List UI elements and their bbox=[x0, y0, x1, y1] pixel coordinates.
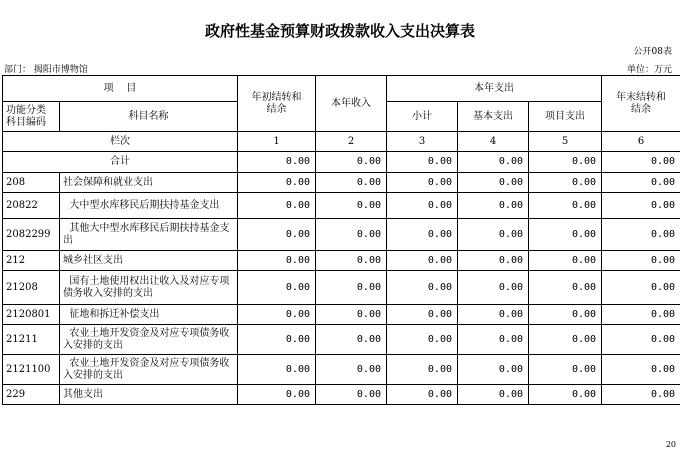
row-value: 0.00 bbox=[238, 173, 316, 193]
page-number: 20 bbox=[665, 440, 676, 449]
row-value: 0.00 bbox=[387, 219, 458, 251]
row-value: 0.00 bbox=[387, 355, 458, 385]
row-value: 0.00 bbox=[238, 305, 316, 325]
row-value: 0.00 bbox=[529, 271, 602, 305]
row-value: 0.00 bbox=[458, 251, 529, 271]
row-value: 0.00 bbox=[602, 385, 680, 405]
row-value: 0.00 bbox=[238, 251, 316, 271]
header-closing-balance: 年末结转和 结余 bbox=[602, 76, 680, 132]
row-name: 城乡社区支出 bbox=[60, 251, 238, 271]
row-name: 农业土地开发资金及对应专项债务收入安排的支出 bbox=[60, 355, 238, 385]
col-num: 6 bbox=[602, 132, 680, 152]
row-value: 0.00 bbox=[238, 385, 316, 405]
row-value: 0.00 bbox=[387, 251, 458, 271]
row-value: 0.00 bbox=[529, 173, 602, 193]
row-value: 0.00 bbox=[387, 193, 458, 219]
page-title: 政府性基金预算财政拨款收入支出决算表 bbox=[204, 22, 475, 40]
table-row bbox=[3, 325, 680, 355]
header-basic: 基本支出 bbox=[458, 102, 529, 132]
row-value: 0.00 bbox=[458, 271, 529, 305]
row-value: 0.00 bbox=[458, 305, 529, 325]
row-value: 0.00 bbox=[458, 385, 529, 405]
row-code: 229 bbox=[3, 385, 60, 405]
header-func-code: 功能分类 科目编码 bbox=[3, 102, 60, 132]
table-row bbox=[3, 193, 680, 219]
header-subtotal: 小计 bbox=[387, 102, 458, 132]
row-value: 0.00 bbox=[529, 251, 602, 271]
col-num: 3 bbox=[387, 132, 458, 152]
row-value: 0.00 bbox=[602, 219, 680, 251]
row-value: 0.00 bbox=[458, 193, 529, 219]
header-project: 项目支出 bbox=[529, 102, 602, 132]
row-value: 0.00 bbox=[602, 251, 680, 271]
header-income: 本年收入 bbox=[316, 76, 387, 132]
row-name: 农业土地开发资金及对应专项债务收入安排的支出 bbox=[60, 325, 238, 355]
row-code: 208 bbox=[3, 173, 60, 193]
total-value: 0.00 bbox=[602, 152, 680, 173]
unit-label: 单位：万元 bbox=[626, 65, 672, 75]
budget-table bbox=[2, 75, 680, 405]
row-value: 0.00 bbox=[238, 355, 316, 385]
row-value: 0.00 bbox=[529, 385, 602, 405]
row-name: 国有土地使用权出让收入及对应专项债务收入安排的支出 bbox=[60, 271, 238, 305]
row-value: 0.00 bbox=[316, 355, 387, 385]
form-code: 公开08表 bbox=[633, 47, 672, 57]
row-value: 0.00 bbox=[458, 355, 529, 385]
header-item: 项 目 bbox=[3, 76, 238, 102]
row-value: 0.00 bbox=[602, 305, 680, 325]
row-value: 0.00 bbox=[316, 271, 387, 305]
table-row bbox=[3, 251, 680, 271]
row-value: 0.00 bbox=[458, 173, 529, 193]
row-value: 0.00 bbox=[316, 385, 387, 405]
row-value: 0.00 bbox=[316, 193, 387, 219]
total-value: 0.00 bbox=[458, 152, 529, 173]
col-num: 5 bbox=[529, 132, 602, 152]
row-name: 征地和拆迁补偿支出 bbox=[60, 305, 238, 325]
header-opening-balance: 年初结转和 结余 bbox=[238, 76, 316, 132]
table-row bbox=[3, 385, 680, 405]
total-value: 0.00 bbox=[238, 152, 316, 173]
row-code: 21208 bbox=[3, 271, 60, 305]
row-code: 2082299 bbox=[3, 219, 60, 251]
row-value: 0.00 bbox=[602, 325, 680, 355]
header-expenditure: 本年支出 bbox=[387, 76, 602, 102]
row-code: 2121100 bbox=[3, 355, 60, 385]
total-value: 0.00 bbox=[529, 152, 602, 173]
row-value: 0.00 bbox=[529, 305, 602, 325]
row-value: 0.00 bbox=[602, 355, 680, 385]
row-value: 0.00 bbox=[529, 193, 602, 219]
row-value: 0.00 bbox=[387, 173, 458, 193]
row-value: 0.00 bbox=[387, 305, 458, 325]
table-row bbox=[3, 305, 680, 325]
table-row bbox=[3, 355, 680, 385]
col-num: 4 bbox=[458, 132, 529, 152]
row-value: 0.00 bbox=[238, 193, 316, 219]
total-label: 合计 bbox=[3, 152, 238, 173]
row-name: 大中型水库移民后期扶持基金支出 bbox=[60, 193, 238, 219]
row-value: 0.00 bbox=[316, 251, 387, 271]
row-value: 0.00 bbox=[387, 385, 458, 405]
row-name: 社会保障和就业支出 bbox=[60, 173, 238, 193]
table-row bbox=[3, 271, 680, 305]
table-row bbox=[3, 173, 680, 193]
row-value: 0.00 bbox=[602, 193, 680, 219]
table-row bbox=[3, 219, 680, 251]
row-value: 0.00 bbox=[238, 325, 316, 355]
row-code: 212 bbox=[3, 251, 60, 271]
col-num: 2 bbox=[316, 132, 387, 152]
row-value: 0.00 bbox=[238, 219, 316, 251]
row-value: 0.00 bbox=[602, 271, 680, 305]
header-column-index: 栏次 bbox=[3, 132, 238, 152]
total-value: 0.00 bbox=[387, 152, 458, 173]
header-subject-name: 科目名称 bbox=[60, 102, 238, 132]
row-value: 0.00 bbox=[529, 355, 602, 385]
total-row bbox=[3, 152, 680, 173]
row-value: 0.00 bbox=[529, 325, 602, 355]
row-value: 0.00 bbox=[238, 271, 316, 305]
row-value: 0.00 bbox=[316, 219, 387, 251]
row-value: 0.00 bbox=[458, 219, 529, 251]
row-value: 0.00 bbox=[316, 173, 387, 193]
total-value: 0.00 bbox=[316, 152, 387, 173]
row-name: 其他大中型水库移民后期扶持基金支出 bbox=[60, 219, 238, 251]
row-name: 其他支出 bbox=[60, 385, 238, 405]
col-num: 1 bbox=[238, 132, 316, 152]
row-value: 0.00 bbox=[602, 173, 680, 193]
row-value: 0.00 bbox=[387, 325, 458, 355]
row-value: 0.00 bbox=[387, 271, 458, 305]
row-code: 20822 bbox=[3, 193, 60, 219]
row-value: 0.00 bbox=[458, 325, 529, 355]
row-value: 0.00 bbox=[316, 325, 387, 355]
row-code: 21211 bbox=[3, 325, 60, 355]
row-value: 0.00 bbox=[529, 219, 602, 251]
row-value: 0.00 bbox=[316, 305, 387, 325]
row-code: 2120801 bbox=[3, 305, 60, 325]
department-label: 部门： 揭阳市博物馆 bbox=[4, 65, 88, 75]
